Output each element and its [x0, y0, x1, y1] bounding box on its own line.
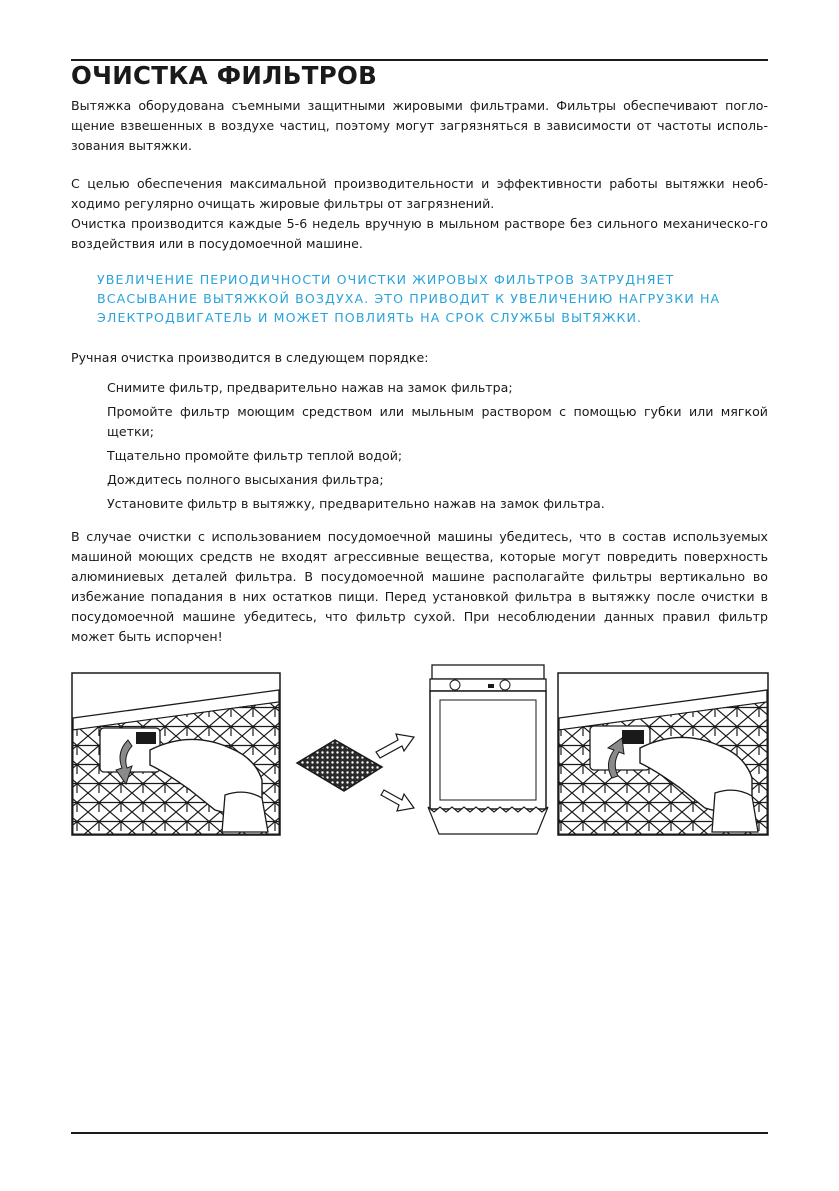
cleaning-step: Промойте фильтр моющим средством или мыльным раствором с помощью губки или мягкой щетки;: [107, 404, 768, 439]
cleaning-steps-list: [107, 378, 768, 518]
cleaning-illustrations: [0, 660, 839, 840]
cleaning-step: Тщательно промойте фильтр теплой водой;: [107, 448, 403, 463]
basin-icon: [428, 807, 548, 834]
cleaning-step: Снимите фильтр, предварительно нажав на замок фильтра;: [107, 380, 513, 395]
intro-paragraph-2: С целью обеспечения максимальной производительности и эффективности работы вытяжки необ-ходимо регулярно очищать жировые фильтры от загрязнений.: [71, 176, 768, 211]
intro-paragraph-3: Очистка производится каждые 5-6 недель вручную в мыльном растворе без сильного механическо-го воздействия или в посудомоечной машине.: [71, 216, 768, 251]
cleaning-step: Дождитесь полного высыхания фильтра;: [107, 472, 384, 487]
warning-notice: УВЕЛИЧЕНИЕ ПЕРИОДИЧНОСТИ ОЧИСТКИ ЖИРОВЫХ ФИЛЬТРОВ ЗАТРУДНЯЕТ ВСАСЫВАНИЕ ВЫТЯЖКОЙ ВОЗДУХА. ЭТО ПРИВОДИТ К УВЕЛИЧЕНИЮ НАГРУЗКИ НА ЭЛЕКТРОДВИГАТЕЛЬ И МОЖЕТ ПОВЛИЯТЬ НА СРОК СЛУЖБЫ ВЫТЯЖКИ.: [97, 272, 721, 325]
page-title: ОЧИСТКА ФИЛЬТРОВ: [71, 61, 378, 90]
dishwasher-illustration: [430, 665, 546, 809]
intro-paragraph-1: Вытяжка оборудована съемными защитными жировыми фильтрами. Фильтры обеспечивают погло-щение взвешенных в воздухе частиц, поэтому могут загрязняться в зависимости от частоты исполь-зования вытяжки.: [71, 98, 768, 153]
filter-icon: [297, 740, 382, 791]
manual-cleaning-intro: Ручная очистка производится в следующем порядке:: [71, 350, 429, 365]
bottom-rule: [71, 1132, 768, 1134]
remove-filter-illustration: [72, 673, 280, 835]
arrow-up-icon: [376, 734, 414, 758]
install-filter-illustration: [558, 673, 768, 835]
arrow-down-icon: [381, 790, 414, 811]
cleaning-step: Установите фильтр в вытяжку, предварительно нажав на замок фильтра.: [107, 496, 605, 511]
dishwasher-paragraph: В случае очистки с использованием посудомоечной машины убедитесь, что в состав используемых машиной моющих средств не входят агрессивные вещества, которые могут повредить поверхность алюминиевых деталей фильтра. В посудомоечной машине располагайте фильтры вертикально во избежание попадания в них остатков пищи. Перед установкой фильтра в вытяжку после очистки в посудомоечной машине убедитесь, что фильтр сухой. При несоблюдении данных правил фильтр может быть испорчен!: [71, 529, 768, 644]
